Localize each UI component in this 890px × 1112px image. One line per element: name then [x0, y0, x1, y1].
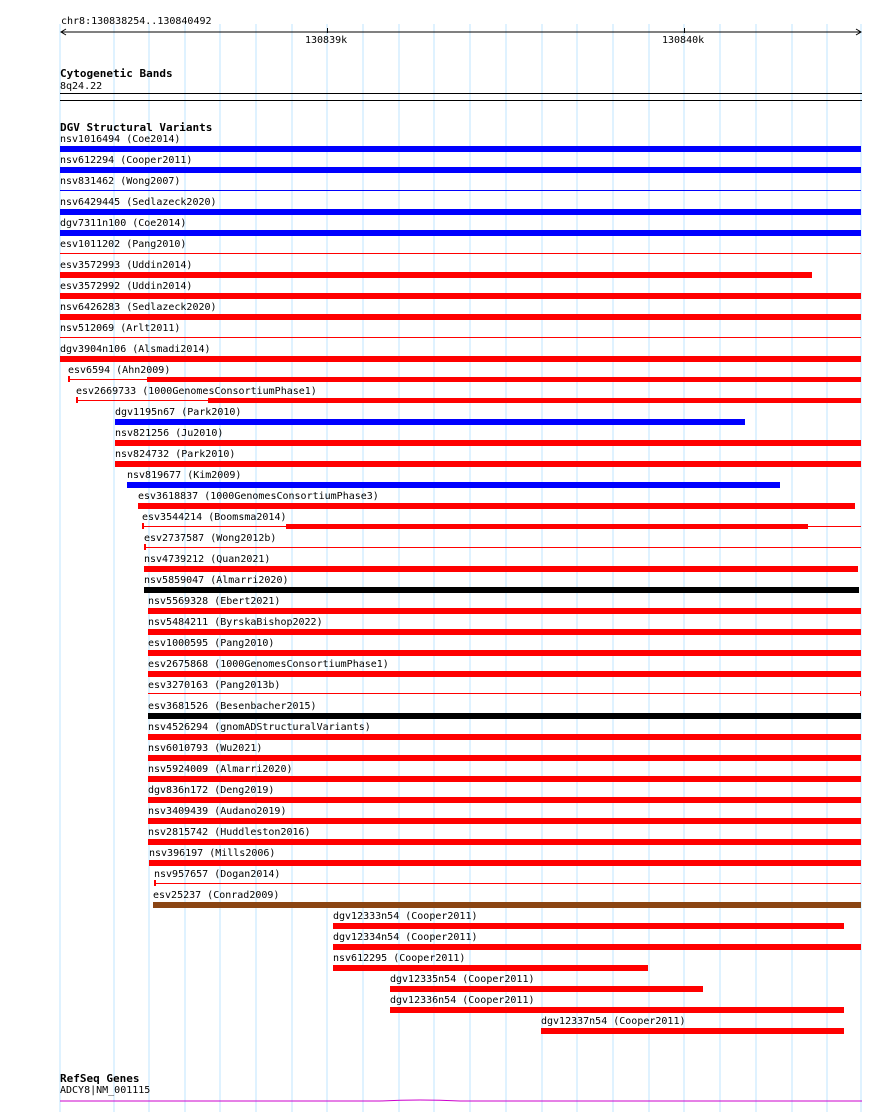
variant-row[interactable] — [0, 974, 890, 995]
variant-bar[interactable] — [333, 944, 861, 950]
variant-label[interactable]: dgv12336n54 (Cooper2011) — [390, 995, 535, 1006]
variant-label[interactable]: nsv396197 (Mills2006) — [149, 848, 276, 859]
variant-label[interactable]: dgv3904n106 (Alsmadi2014) — [60, 344, 211, 355]
variant-bar[interactable] — [148, 693, 861, 694]
variant-bar[interactable] — [333, 965, 648, 971]
variant-row[interactable] — [0, 869, 890, 890]
variant-row[interactable] — [0, 533, 890, 554]
variant-bar[interactable] — [333, 923, 844, 929]
variant-label[interactable]: esv1000595 (Pang2010) — [148, 638, 275, 649]
variant-row[interactable] — [0, 932, 890, 953]
variant-label[interactable]: esv3544214 (Boomsma2014) — [142, 512, 287, 523]
variant-label[interactable]: nsv6010793 (Wu2021) — [148, 743, 263, 754]
variant-bar[interactable] — [60, 190, 861, 191]
variant-bar[interactable] — [148, 713, 861, 719]
variant-row[interactable] — [0, 575, 890, 596]
variant-bar[interactable] — [60, 230, 861, 236]
ruler-tick-label: 130840k — [662, 35, 705, 46]
variant-bar[interactable] — [60, 272, 812, 278]
variant-bar[interactable] — [148, 650, 861, 656]
variant-label[interactable]: nsv819677 (Kim2009) — [127, 470, 242, 481]
variant-label[interactable]: nsv831462 (Wong2007) — [60, 176, 181, 187]
variant-row[interactable] — [0, 239, 890, 260]
dgv-track-title: DGV Structural Variants — [60, 121, 213, 134]
variant-bar[interactable] — [115, 461, 861, 467]
variant-bar[interactable] — [286, 524, 808, 529]
variant-row[interactable] — [0, 764, 890, 785]
variant-bar[interactable] — [144, 566, 858, 572]
variant-row[interactable] — [0, 806, 890, 827]
variant-bar[interactable] — [148, 755, 861, 761]
variant-bar[interactable] — [60, 209, 861, 215]
variant-row[interactable] — [0, 890, 890, 911]
ruler-tick — [327, 28, 328, 33]
variant-bar[interactable] — [860, 691, 861, 696]
variant-bar[interactable] — [127, 482, 780, 488]
variant-row[interactable] — [0, 155, 890, 176]
variant-bar[interactable] — [115, 419, 745, 425]
variant-label[interactable]: esv1011202 (Pang2010) — [60, 239, 187, 250]
variant-bar[interactable] — [148, 608, 861, 614]
variant-bar[interactable] — [390, 1007, 844, 1013]
variant-label[interactable]: esv25237 (Conrad2009) — [153, 890, 280, 901]
variant-row[interactable] — [0, 617, 890, 638]
variant-label[interactable]: dgv12333n54 (Cooper2011) — [333, 911, 478, 922]
variant-row[interactable] — [0, 995, 890, 1016]
variant-bar[interactable] — [147, 377, 861, 382]
variant-label[interactable]: nsv4526294 (gnomADStructuralVariants) — [148, 722, 371, 733]
cytoband-bar-bottom — [60, 100, 862, 101]
variant-row[interactable] — [0, 911, 890, 932]
variant-row[interactable] — [0, 386, 890, 407]
variant-bar[interactable] — [60, 253, 861, 254]
variant-bar[interactable] — [208, 398, 861, 403]
variant-bar[interactable] — [68, 376, 70, 382]
variant-label[interactable]: nsv3409439 (Audano2019) — [148, 806, 287, 817]
variant-label[interactable]: dgv12334n54 (Cooper2011) — [333, 932, 478, 943]
variant-row[interactable] — [0, 428, 890, 449]
variant-label[interactable]: nsv1016494 (Coe2014) — [60, 134, 181, 145]
ruler-tick — [684, 28, 685, 33]
variant-label[interactable]: esv2737587 (Wong2012b) — [144, 533, 277, 544]
variant-row[interactable] — [0, 260, 890, 281]
variant-row[interactable] — [0, 659, 890, 680]
variant-label[interactable]: esv2675868 (1000GenomesConsortiumPhase1) — [148, 659, 389, 670]
variant-bar[interactable] — [390, 986, 703, 992]
variant-label[interactable]: dgv1195n67 (Park2010) — [115, 407, 242, 418]
variant-row[interactable] — [0, 827, 890, 848]
variant-row[interactable] — [0, 554, 890, 575]
variant-bar[interactable] — [138, 503, 855, 509]
variant-bar[interactable] — [154, 880, 156, 886]
ruler-tick-label: 130839k — [305, 35, 348, 46]
ruler-axis — [0, 24, 890, 48]
variant-label[interactable]: nsv4739212 (Quan2021) — [144, 554, 271, 565]
variant-row[interactable] — [0, 344, 890, 365]
variant-label[interactable]: nsv612295 (Cooper2011) — [333, 953, 466, 964]
variant-bar[interactable] — [148, 776, 861, 782]
variant-bar[interactable] — [76, 397, 78, 403]
variant-label[interactable]: dgv7311n100 (Coe2014) — [60, 218, 187, 229]
variant-row[interactable] — [0, 743, 890, 764]
variant-bar[interactable] — [60, 314, 861, 320]
variant-label[interactable]: esv3572993 (Uddin2014) — [60, 260, 193, 271]
variant-bar[interactable] — [115, 440, 861, 446]
refseq-gene-model — [0, 1094, 890, 1106]
variant-bar[interactable] — [60, 337, 861, 338]
variant-label[interactable]: dgv12335n54 (Cooper2011) — [390, 974, 535, 985]
variant-bar[interactable] — [60, 146, 861, 152]
variant-row[interactable] — [0, 218, 890, 239]
cytoband-track-title: Cytogenetic Bands — [60, 67, 173, 80]
variant-row[interactable] — [0, 722, 890, 743]
variant-row[interactable] — [0, 848, 890, 869]
variant-label[interactable]: nsv5484211 (ByrskaBishop2022) — [148, 617, 323, 628]
variant-row[interactable] — [0, 365, 890, 386]
variant-bar[interactable] — [148, 671, 861, 677]
variant-label[interactable]: nsv612294 (Cooper2011) — [60, 155, 193, 166]
variant-label[interactable]: dgv836n172 (Deng2019) — [148, 785, 275, 796]
variant-label[interactable]: nsv5569328 (Ebert2021) — [148, 596, 281, 607]
cytoband-bar-top — [60, 93, 862, 94]
variant-row[interactable] — [0, 491, 890, 512]
variant-label[interactable]: nsv5859047 (Almarri2020) — [144, 575, 289, 586]
variant-row[interactable] — [0, 323, 890, 344]
variant-row[interactable] — [0, 302, 890, 323]
variant-label[interactable]: dgv12337n54 (Cooper2011) — [541, 1016, 686, 1027]
variant-label[interactable]: esv3681526 (Besenbacher2015) — [148, 701, 317, 712]
variant-row[interactable] — [0, 785, 890, 806]
cytoband-label: 8q24.22 — [60, 81, 103, 92]
variant-bar[interactable] — [148, 839, 861, 845]
variant-bar[interactable] — [60, 167, 861, 173]
variant-label[interactable]: esv3572992 (Uddin2014) — [60, 281, 193, 292]
variant-label[interactable]: nsv957657 (Dogan2014) — [154, 869, 281, 880]
variant-row[interactable] — [0, 449, 890, 470]
variant-row[interactable] — [0, 512, 890, 533]
variant-row[interactable] — [0, 134, 890, 155]
variant-bar[interactable] — [142, 523, 144, 529]
variant-label[interactable]: esv3270163 (Pang2013b) — [148, 680, 281, 691]
variant-row[interactable] — [0, 470, 890, 491]
variant-bar[interactable] — [153, 902, 861, 908]
variant-label[interactable]: nsv824732 (Park2010) — [115, 449, 236, 460]
variant-label[interactable]: nsv6426283 (Sedlazeck2020) — [60, 302, 217, 313]
variant-bar[interactable] — [60, 293, 861, 299]
variant-label[interactable]: nsv821256 (Ju2010) — [115, 428, 224, 439]
variant-bar[interactable] — [148, 734, 861, 740]
variant-row[interactable] — [0, 680, 890, 701]
variant-label[interactable]: nsv512069 (Arlt2011) — [60, 323, 181, 334]
variant-label[interactable]: esv6594 (Ahn2009) — [68, 365, 171, 376]
variant-row[interactable] — [0, 281, 890, 302]
variant-label[interactable]: nsv5924009 (Almarri2020) — [148, 764, 293, 775]
variant-row[interactable] — [0, 701, 890, 722]
variant-bar[interactable] — [148, 797, 861, 803]
variant-row[interactable] — [0, 638, 890, 659]
variant-row[interactable] — [0, 596, 890, 617]
variant-label[interactable]: esv3618837 (1000GenomesConsortiumPhase3) — [138, 491, 379, 502]
variant-row[interactable] — [0, 197, 890, 218]
variant-bar[interactable] — [149, 860, 861, 866]
variant-bar[interactable] — [144, 544, 146, 550]
refseq-gene-label: ADCY8|NM_001115 — [60, 1085, 151, 1096]
variant-row[interactable] — [0, 1016, 890, 1037]
region-label: chr8:130838254..130840492 — [61, 16, 212, 27]
variant-row[interactable] — [0, 176, 890, 197]
variant-row[interactable] — [0, 407, 890, 428]
variant-bar[interactable] — [144, 587, 859, 593]
variant-bar[interactable] — [60, 356, 861, 362]
variant-label[interactable]: esv2669733 (1000GenomesConsortiumPhase1) — [76, 386, 317, 397]
variant-row[interactable] — [0, 953, 890, 974]
variant-label[interactable]: nsv6429445 (Sedlazeck2020) — [60, 197, 217, 208]
refseq-track-title: RefSeq Genes — [60, 1072, 140, 1085]
variant-bar[interactable] — [154, 883, 861, 884]
variant-bar[interactable] — [541, 1028, 844, 1034]
variant-bar[interactable] — [148, 629, 861, 635]
variant-label[interactable]: nsv2815742 (Huddleston2016) — [148, 827, 311, 838]
variant-bar[interactable] — [148, 818, 861, 824]
variant-bar[interactable] — [144, 547, 861, 548]
